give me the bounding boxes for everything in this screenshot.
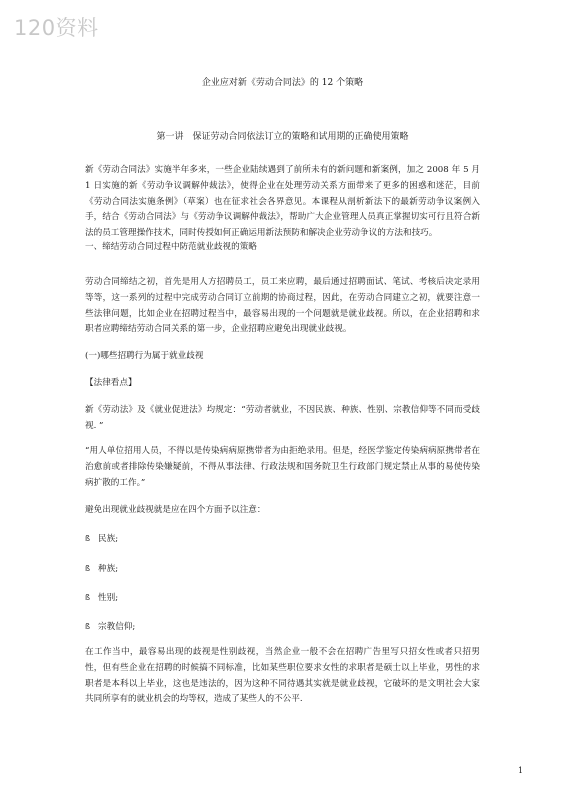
subsection-heading: (一)哪些招聘行为属于就业歧视 [85, 351, 204, 361]
bullet-text: 性别; [98, 593, 119, 603]
aspects-intro: 避免出现就业歧视就是应在四个方面予以注意： [85, 505, 266, 515]
bullet-item [85, 561, 480, 578]
intro-paragraph: 新《劳动合同法》实施半年多来，一些企业陆续遇到了前所未有的新问题和新案例，加之 2008 年 5 月 1 日实施的新《劳动争议调解仲裁法》，使得企业在处理劳动关系方面带来了更多的困惑和迷茫，目前《劳动合同法实施条例》（草案）也在征求社会各界意见。本课程从剖析新法下的最新劳动争议案例入手，结合《劳动合同法》与《劳动争议调解仲裁法》，帮助广大企业管理人员真正掌握切实可行且符合新法的员工管理操作技术，同时传授如何正确运用新法预防和解决企业劳动争议的方法和技巧。 [85, 165, 480, 239]
closing-paragraph: 在工作当中，最容易出现的歧视是性别歧视，当然企业一般不会在招聘广告里写只招女性或者只招男性，但有些企业在招聘的时候搞不同标准，比如某些职位要求女性的求职者是硕士以上毕业，男性的求职者是本科以上毕业，这也是违法的，因为这种不同待遇其实就是就业歧视，它破坏的是文明社会大家共同所享有的就业机会的均等权，造成了某些人的不公平. [85, 647, 480, 705]
bullet-item [85, 619, 480, 636]
bullet-text: 民族; [98, 534, 119, 544]
bullet-item [85, 590, 480, 607]
lecture-title: 第一讲 保证劳动合同依法订立的策略和试用期的正确使用策略 [156, 132, 409, 142]
section-paragraph: 劳动合同缔结之初，首先是用人方招聘员工，员工来应聘，最后通过招聘面试、笔试、考核后决定录用等等，这一系列的过程中完成劳动合同订立前期的协商过程，因此，在劳动合同建立之初，就要注意一些法律问题，比如企业在招聘过程当中，最容易出现的一个问题就是就业歧视。所以，在企业招聘和求职者应聘缔结劳动合同关系的第一步，企业招聘应避免出现就业歧视。 [85, 277, 480, 335]
bullet-icon: ß [85, 593, 91, 602]
law-tip-heading: 【法律看点】 [85, 378, 137, 388]
bullet-icon: ß [85, 564, 91, 573]
bullet-icon: ß [85, 534, 91, 543]
section-heading: 一、缔结劳动合同过程中防范就业歧视的策略 [85, 242, 257, 252]
law-quote-paragraph: 新《劳动法》及《就业促进法》均规定：“劳动者就业，不因民族、种族、性别、宗教信仰等不同而受歧视. ” [85, 405, 480, 431]
bullet-text: 种族; [98, 564, 119, 574]
law-quote-paragraph: “用人单位招用人员，不得以是传染病病原携带者为由拒绝录用。但是，经医学鉴定传染病病原携带者在治愈前或者排除传染嫌疑前，不得从事法律、行政法规和国务院卫生行政部门规定禁止从事的易使传染病扩散的工作。” [85, 446, 480, 488]
watermark-logo: 120资料 [14, 16, 99, 40]
bullet-icon: ß [85, 622, 91, 631]
document-page [85, 0, 480, 800]
bullet-text: 宗教信仰; [98, 622, 136, 632]
bullet-item [85, 531, 480, 548]
document-title: 企业应对新《劳动合同法》的 12 个策略 [201, 78, 364, 88]
page-number: 1 [518, 766, 524, 775]
